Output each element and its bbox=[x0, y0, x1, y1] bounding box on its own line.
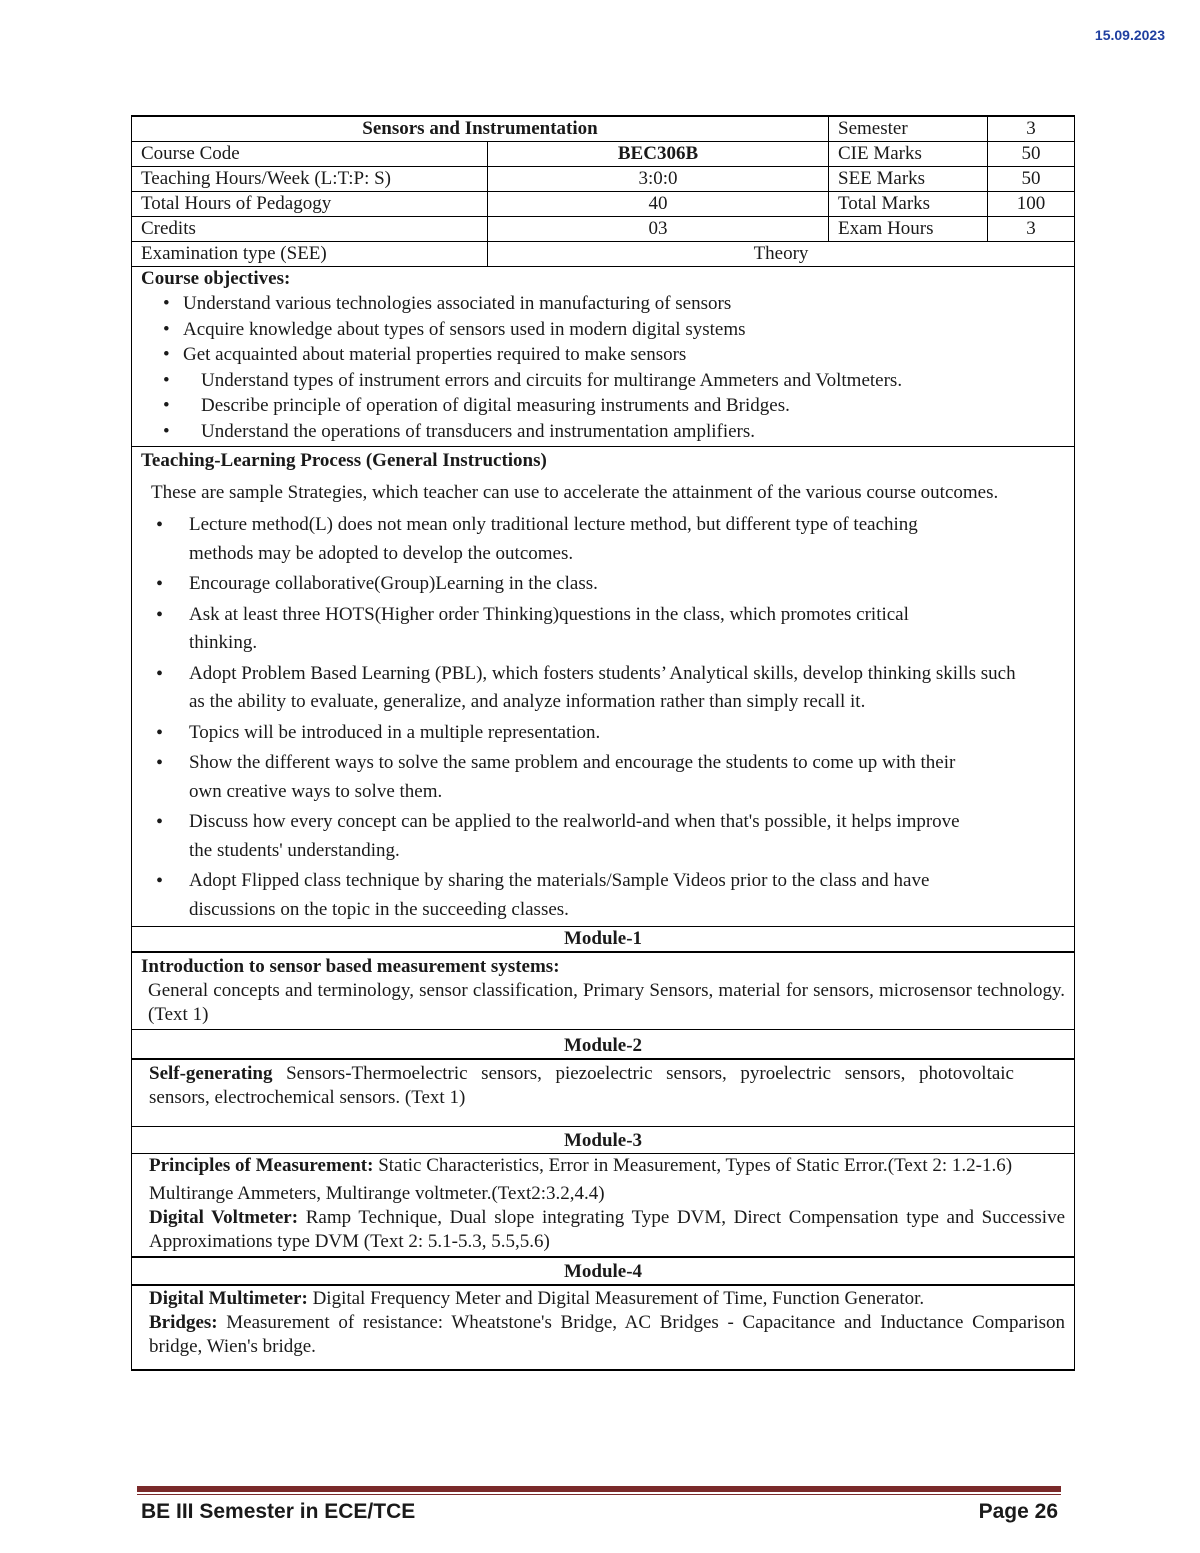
module-3-text-3: Ramp Technique, Dual slope integrating Type DVM, Direct Compensation type and Successive Approximations type DVM (Text 2: 5.1-5.3, 5.5,5.6) bbox=[149, 1207, 1065, 1252]
list-item: • Describe principle of operation of digital measuring instruments and Bridges. bbox=[183, 393, 1065, 419]
module-4-lead-1: Digital Multimeter: bbox=[149, 1288, 308, 1309]
module-4-title: Module-4 bbox=[132, 1257, 1075, 1285]
semester-label: Semester bbox=[829, 116, 988, 142]
module-2-body-row bbox=[132, 1059, 1075, 1127]
marks-value: 50 bbox=[988, 167, 1075, 192]
module-4-text-1: Digital Frequency Meter and Digital Measurement of Time, Function Generator. bbox=[307, 1288, 925, 1309]
list-item: • Discuss how every concept can be applied to the realworld-and when that's possible, it helps improve the students' understanding. bbox=[189, 808, 1035, 865]
footer-divider-thin bbox=[137, 1494, 1061, 1495]
list-item: • Get acquainted about material properties required to make sensors bbox=[183, 342, 1065, 368]
teaching-intro: These are sample Strategies, which teacher can use to accelerate the attainment of the various course outcomes. bbox=[151, 482, 999, 503]
info-value: 03 bbox=[488, 217, 829, 242]
module-1-title: Module-1 bbox=[132, 927, 1075, 953]
list-item: • Understand types of instrument errors and circuits for multirange Ammeters and Voltmeters. bbox=[183, 368, 1065, 394]
module-3-title: Module-3 bbox=[132, 1127, 1075, 1154]
list-item: • Ask at least three HOTS(Higher order Thinking)questions in the class, which promotes critical thinking. bbox=[189, 601, 1035, 658]
list-item: • Understand various technologies associated in manufacturing of sensors bbox=[183, 291, 1065, 317]
info-value: 3:0:0 bbox=[488, 167, 829, 192]
info-row bbox=[132, 217, 1075, 242]
module-2-text: Sensors-Thermoelectric sensors, piezoelectric sensors, pyroelectric sensors, photovoltaic sensors, electrochemical sensors. (Text 1) bbox=[149, 1063, 1014, 1108]
module-1-body-row bbox=[132, 952, 1075, 1030]
teaching-row bbox=[132, 447, 1075, 927]
list-item: • Adopt Problem Based Learning (PBL), which fosters students’ Analytical skills, develop thinking skills such as the ability to evaluate, generalize, and analyze information rather than simply recall it. bbox=[189, 660, 1035, 717]
teaching-list bbox=[141, 511, 1065, 924]
marks-label: Exam Hours bbox=[829, 217, 988, 242]
info-row bbox=[132, 142, 1075, 167]
marks-label: CIE Marks bbox=[829, 142, 988, 167]
module-4-header-row bbox=[132, 1257, 1075, 1285]
module-2-lead: Self-generating bbox=[149, 1063, 273, 1084]
module-3-text-2: Multirange Ammeters, Multirange voltmeter.(Text2:3.2,4.4) bbox=[149, 1183, 605, 1204]
info-label: Course Code bbox=[132, 142, 488, 167]
syllabus-table bbox=[131, 115, 1075, 1371]
module-3-header-row bbox=[132, 1127, 1075, 1154]
exam-type-row bbox=[132, 242, 1075, 267]
list-item: • Adopt Flipped class technique by sharing the materials/Sample Videos prior to the class and have discussions on the topic in the succeeding classes. bbox=[189, 867, 1035, 924]
module-1-header-row bbox=[132, 927, 1075, 953]
marks-label: SEE Marks bbox=[829, 167, 988, 192]
list-item: • Understand the operations of transducers and instrumentation amplifiers. bbox=[183, 419, 1065, 445]
module-4-lead-2: Bridges: bbox=[149, 1312, 218, 1333]
list-item: • Encourage collaborative(Group)Learning in the class. bbox=[189, 570, 1035, 599]
objectives-list bbox=[141, 291, 1065, 444]
module-1-heading: Introduction to sensor based measurement systems: bbox=[141, 956, 560, 977]
module-3-lead-3: Digital Voltmeter: bbox=[149, 1207, 299, 1228]
info-label: Total Hours of Pedagogy bbox=[132, 192, 488, 217]
exam-type-label: Examination type (SEE) bbox=[132, 242, 488, 267]
list-item: • Acquire knowledge about types of sensors used in modern digital systems bbox=[183, 317, 1065, 343]
module-3-lead-1: Principles of Measurement: bbox=[149, 1155, 374, 1176]
marks-value: 100 bbox=[988, 192, 1075, 217]
marks-label: Total Marks bbox=[829, 192, 988, 217]
list-item: • Lecture method(L) does not mean only traditional lecture method, but different type of teaching methods may be adopted to develop the outcomes. bbox=[189, 511, 1035, 568]
title-row bbox=[132, 116, 1075, 142]
info-value: 40 bbox=[488, 192, 829, 217]
module-4-text-2: Measurement of resistance: Wheatstone's Bridge, AC Bridges - Capacitance and Inductance Comparison bridge, Wien's bridge. bbox=[149, 1312, 1065, 1357]
list-item: • Topics will be introduced in a multiple representation. bbox=[189, 719, 1035, 748]
footer-semester: BE III Semester in ECE/TCE bbox=[141, 1500, 416, 1523]
list-item: • Show the different ways to solve the same problem and encourage the students to come up with their own creative ways to solve them. bbox=[189, 749, 1035, 806]
exam-type-value: Theory bbox=[488, 242, 1075, 267]
info-value: BEC306B bbox=[488, 142, 829, 167]
info-row bbox=[132, 167, 1075, 192]
teaching-heading: Teaching-Learning Process (General Instructions) bbox=[141, 450, 547, 471]
module-2-header-row bbox=[132, 1030, 1075, 1060]
course-title: Sensors and Instrumentation bbox=[132, 116, 829, 142]
module-2-title: Module-2 bbox=[132, 1030, 1075, 1060]
module-1-text: General concepts and terminology, sensor classification, Primary Sensors, material for sensors, microsensor technology. (Text 1) bbox=[148, 980, 1065, 1025]
info-label: Credits bbox=[132, 217, 488, 242]
document-date: 15.09.2023 bbox=[1094, 27, 1165, 43]
module-3-text-1: Static Characteristics, Error in Measurement, Types of Static Error.(Text 2: 1.2-1.6) bbox=[373, 1155, 1013, 1176]
semester-value: 3 bbox=[988, 116, 1075, 142]
marks-value: 3 bbox=[988, 217, 1075, 242]
module-3-body-row bbox=[132, 1154, 1075, 1258]
objectives-heading: Course objectives: bbox=[141, 268, 291, 289]
page-number: Page 26 bbox=[978, 1500, 1058, 1523]
marks-value: 50 bbox=[988, 142, 1075, 167]
module-4-body-row bbox=[132, 1285, 1075, 1370]
info-label: Teaching Hours/Week (L:T:P: S) bbox=[132, 167, 488, 192]
info-row bbox=[132, 192, 1075, 217]
footer-divider bbox=[137, 1486, 1061, 1492]
objectives-row bbox=[132, 267, 1075, 447]
